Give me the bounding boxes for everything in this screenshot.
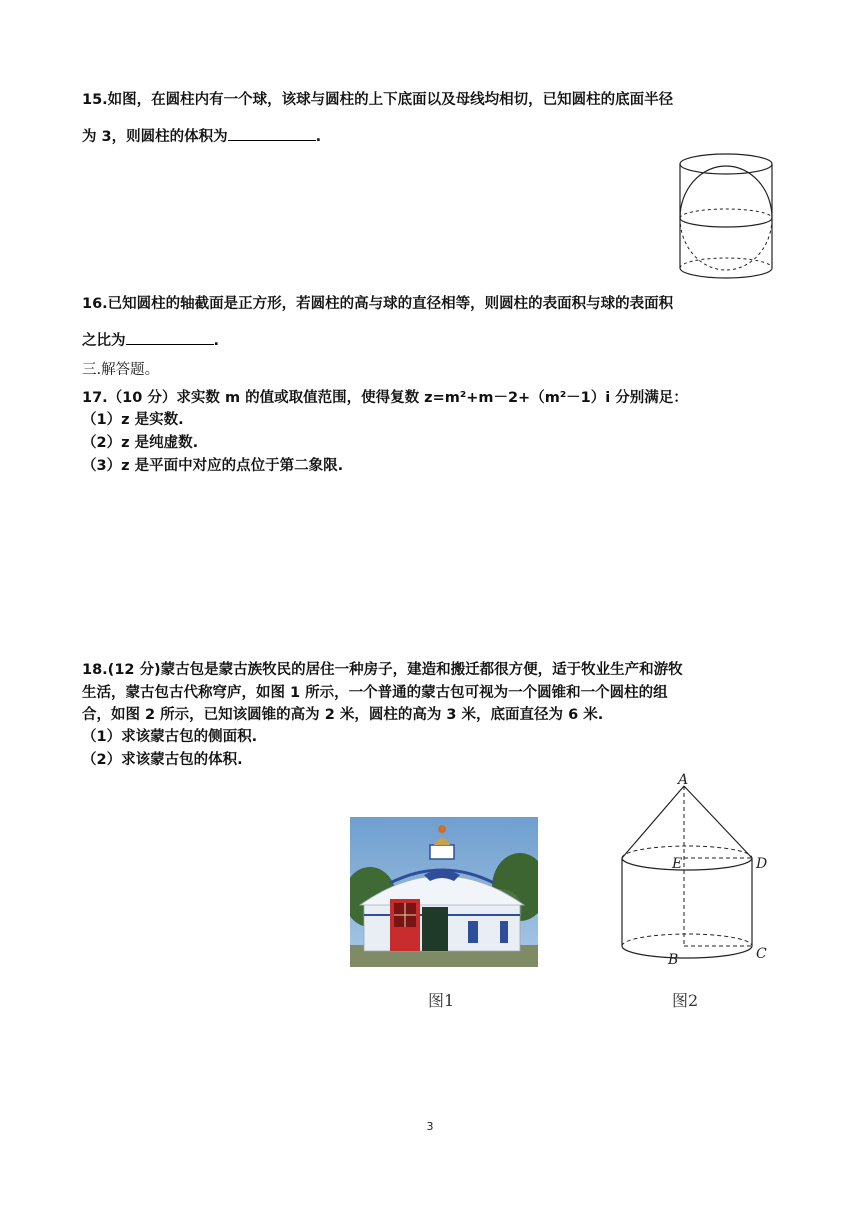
q18-part1: （1）求该蒙古包的侧面积.: [82, 729, 258, 745]
q16-line2: [82, 330, 219, 351]
q17-part3: （3）z 是平面中对应的点位于第二象限.: [82, 458, 344, 474]
figure2-caption: 图2: [672, 991, 699, 1010]
point-label-d: D: [756, 856, 768, 872]
q16-line2-text: 之比为: [82, 333, 126, 349]
q15-line1: 15.如图，在圆柱内有一个球，该球与圆柱的上下底面以及母线均相切，已知圆柱的底面半径: [82, 92, 674, 108]
q18-line3: 合，如图 2 所示，已知该圆锥的高为 2 米，圆柱的高为 3 米，底面直径为 6 米.: [82, 707, 604, 723]
q15-line2: [82, 126, 321, 147]
q17-stem: 17.（10 分）求实数 m 的值或取值范围，使得复数 z=m²+m－2+（m²－1）i 分别满足：: [82, 390, 688, 406]
point-label-a: A: [678, 772, 689, 788]
q18-line2: 生活，蒙古包古代称穹庐，如图 1 所示，一个普通的蒙古包可视为一个圆锥和一个圆柱的组: [82, 685, 668, 701]
q16-line2-end: .: [213, 333, 220, 349]
q15-answer-blank: [228, 126, 316, 141]
q15-line2-text: 为 3，则圆柱的体积为: [82, 129, 228, 145]
page-number: 3: [426, 1120, 434, 1133]
point-label-b: B: [668, 952, 679, 968]
cylinder-sphere-figure: [672, 150, 782, 286]
point-label-c: C: [756, 946, 767, 962]
q15-line2-end: .: [315, 129, 322, 145]
q18-line1: 18.(12 分)蒙古包是蒙古族牧民的居住一种房子，建造和搬迁都很方便，适于牧业生产和游牧: [82, 662, 683, 678]
q16-line1: 16.已知圆柱的轴截面是正方形，若圆柱的高与球的直径相等，则圆柱的表面积与球的表面积: [82, 296, 674, 312]
q16-answer-blank: [126, 330, 214, 345]
figure1-caption: 图1: [428, 991, 455, 1010]
q17-part2: （2）z 是纯虚数.: [82, 435, 199, 451]
q18-part2: （2）求该蒙古包的体积.: [82, 752, 243, 768]
q17-part1: （1）z 是实数.: [82, 412, 184, 428]
yurt-photo: [350, 817, 538, 967]
cone-cylinder-diagram: [612, 772, 782, 972]
section-heading: 三.解答题。: [82, 362, 160, 378]
point-label-e: E: [672, 856, 683, 872]
